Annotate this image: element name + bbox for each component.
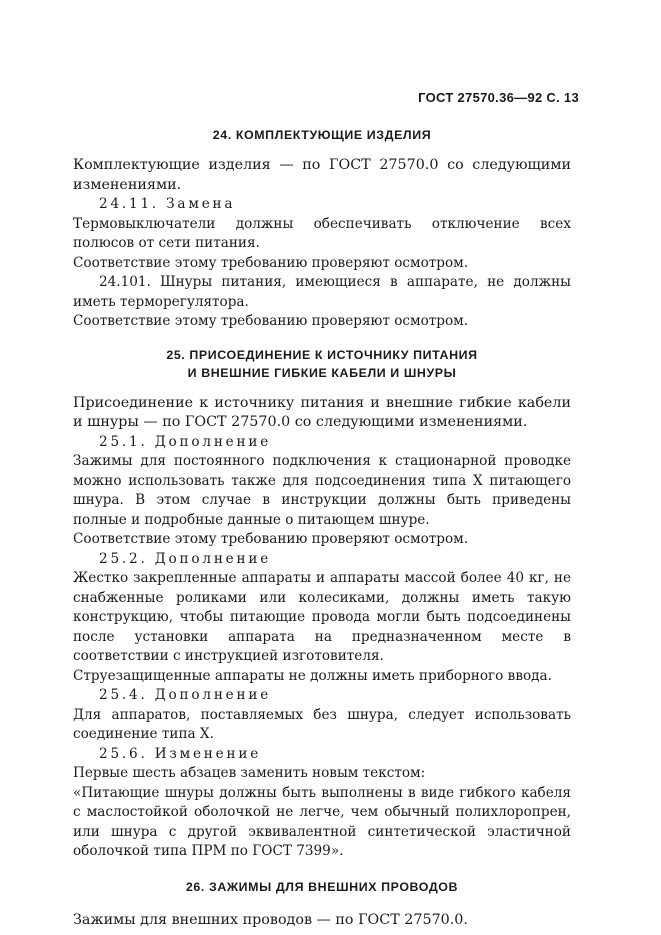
page-content [73, 122, 571, 930]
section-26-title: 26. ЗАЖИМЫ ДЛЯ ВНЕШНИХ ПРОВОДОВ [185, 879, 459, 894]
page-header-ref: ГОСТ 27570.36—92 С. 13 [418, 90, 579, 105]
clause-25-1-check: Соответствие этому требованию проверяют осмотром. [73, 531, 469, 547]
clause-25-1-title: 25.1. Дополнение [99, 433, 272, 450]
clause-25-2-text-2: Струезащищенные аппараты не должны иметь приборного ввода. [73, 667, 552, 684]
clause-25-1-text: Зажимы для постоянного подключения к стационарной проводке можно использовать также для подсоединения типа X питающего шнура. В этом случае в инструкции должны быть приведены полные и подробные данные о питающем шнуре. [73, 453, 571, 528]
clause-25-4-text: Для аппаратов, поставляемых без шнура, следует использовать соединение типа X. [73, 706, 571, 742]
section-25-title-line-1: 25. ПРИСОЕДИНЕНИЕ К ИСТОЧНИКУ ПИТАНИЯ [166, 347, 478, 362]
section-24-title: 24. КОМПЛЕКТУЮЩИЕ ИЗДЕЛИЯ [212, 128, 432, 142]
clause-25-6-text: Первые шесть абзацев заменить новым текстом: [73, 765, 426, 781]
clause-25-6-title: 25.6. Изменение [99, 745, 262, 762]
clause-25-6-quote: «Питающие шнуры должны быть выполнены в виде гибкого кабеля с маслостойкой оболочкой не легче, чем обычный полихлоропрен, или шнура с другой эквивалентной синтетической эластичной оболочкой типа ПРМ по ГОСТ 7399». [73, 784, 571, 859]
clause-25-2-text: Жестко закрепленные аппараты и аппараты массой более 40 кг, не снабженные роликами или колесиками, должны иметь такую конструкцию, чтобы питающие провода могли быть подсоединены после установки аппарата на предназначенном месте в соответствии с инструкцией изготовителя. [73, 570, 571, 664]
clause-24-11-text: Термовыключатели должны обеспечивать отключение всех полюсов от сети питания. [73, 215, 571, 251]
clause-24-101-check: Соответствие этому требованию проверяют осмотром. [73, 313, 469, 329]
clause-25-2-title: 25.2. Дополнение [99, 550, 272, 567]
section-26-text: Зажимы для внешних проводов — по ГОСТ 27570.0. [73, 911, 468, 928]
clause-24-11-title: 24.11. Замена [99, 196, 236, 212]
clause-25-4-title: 25.4. Дополнение [99, 687, 272, 703]
clause-24-11-check: Соответствие этому требованию проверяют осмотром. [73, 254, 469, 271]
clause-24-101-text: 24.101. Шнуры питания, имеющиеся в аппарате, не должны иметь терморегулятора. [73, 274, 571, 310]
section-25-intro: Присоединение к источнику питания и внешние гибкие кабели и шнуры — по ГОСТ 27570.0 со следующими изменениями. [73, 394, 571, 430]
section-24-intro: Комплектующие изделия — по ГОСТ 27570.0 со следующими изменениями. [73, 157, 571, 193]
section-25-title-line-2: И ВНЕШНИЕ ГИБКИЕ КАБЕЛИ И ШНУРЫ [187, 365, 457, 380]
